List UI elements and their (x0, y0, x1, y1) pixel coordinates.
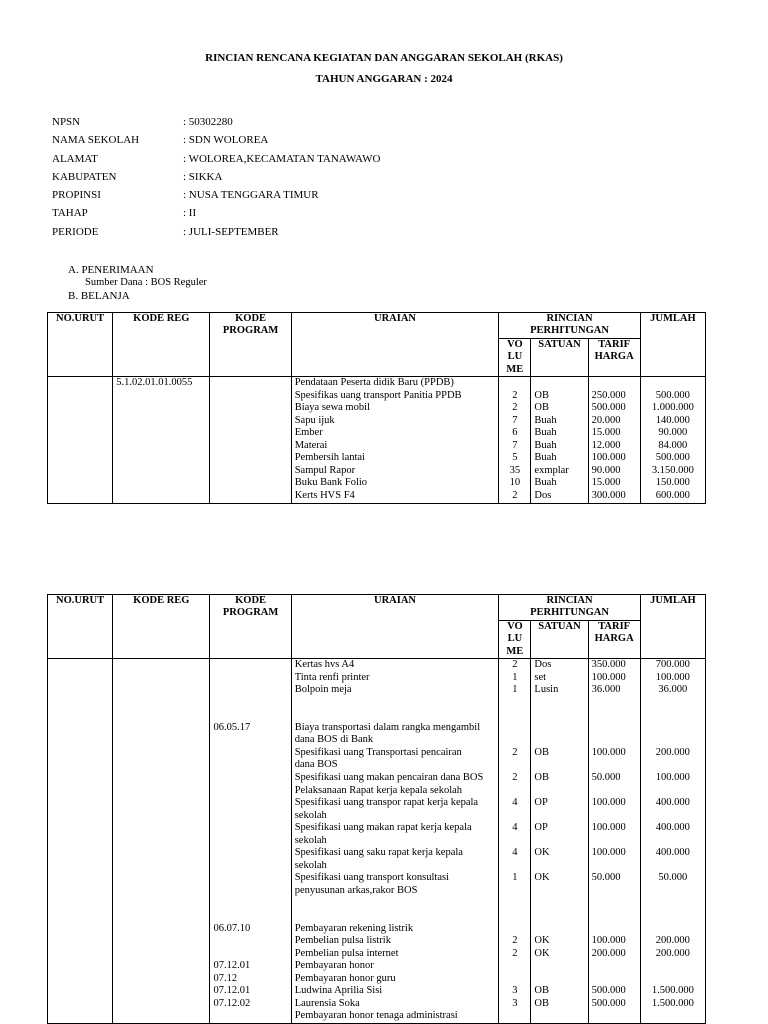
cell-line-uraian: Ember (294, 427, 323, 439)
info-value: : WOLOREA,KECAMATAN TANAWAWO (183, 152, 381, 165)
info-key: PROPINSI (52, 189, 101, 202)
cell-line-satuan (534, 835, 584, 848)
cell-line-tarif (592, 897, 637, 910)
cell-line-uraian: Materai (294, 439, 328, 451)
cell-line-uraian: Spesifikasi uang saku rapat kerja kepala (294, 847, 463, 859)
cell-line-jumlah: 600.000 (655, 489, 690, 501)
info-value: : II (183, 207, 197, 220)
cell-line-kode-program (213, 822, 287, 835)
header-satuan: SATUAN (531, 620, 588, 658)
cell-line-satuan: OB (534, 389, 549, 401)
cell-line-kode-program (213, 1010, 287, 1023)
header-kode-program: KODE PROGRAM (210, 313, 291, 377)
cell-line-volume: 1 (512, 872, 518, 884)
section-belanja: B. BELANJA (68, 290, 130, 302)
budget-table-1 (47, 312, 706, 504)
info-key: KABUPATEN (52, 170, 117, 183)
cell-line-satuan: exmplar (534, 464, 569, 476)
header-no-urut: NO.URUT (48, 595, 113, 659)
cell-line-tarif: 100.000 (591, 935, 626, 947)
cell-line-jumlah: 140.000 (655, 414, 690, 426)
cell-line-jumlah: 200.000 (655, 947, 690, 959)
cell-line-jumlah: 3.150.000 (651, 464, 694, 476)
cell-line-satuan (534, 785, 584, 798)
info-row (52, 207, 552, 225)
cell-line-volume: 7 (512, 439, 518, 451)
cell-line-satuan (534, 923, 584, 936)
cell-line-tarif (592, 722, 637, 735)
cell-line-tarif (592, 697, 637, 710)
cell-line-volume (502, 910, 527, 923)
info-row (52, 171, 552, 189)
cell-line-uraian: Spesifikas uang transport Panitia PPDB (294, 389, 462, 401)
cell-line-uraian: penyusunan arkas,rakor BOS (294, 884, 418, 896)
cell-line-tarif: 500.000 (591, 402, 626, 414)
cell-line-tarif (592, 860, 637, 873)
cell-line-kode-reg: 5.1.02.01.01.0055 (116, 377, 193, 389)
cell-line-jumlah (644, 1010, 702, 1023)
cell-line-jumlah: 400.000 (655, 822, 690, 834)
cell-line-jumlah (644, 910, 702, 923)
cell-line-satuan (534, 810, 584, 823)
cell-line-uraian: sekolah (294, 834, 327, 846)
cell-line-jumlah: 36.000 (658, 684, 688, 696)
cell-line-satuan: OK (534, 935, 550, 947)
info-value: : 50302280 (183, 116, 233, 128)
cell-line-tarif: 90.000 (591, 464, 621, 476)
cell-line-kode-program (213, 672, 287, 685)
cell-line-uraian: sekolah (294, 809, 327, 821)
cell-line-volume: 2 (512, 389, 518, 401)
cell-line-kode-program (213, 659, 287, 672)
cell-line-kode-program (213, 709, 287, 722)
cell-line-jumlah: 150.000 (655, 477, 690, 489)
cell-line-kode-program (213, 734, 287, 747)
cell-line-tarif (592, 960, 637, 973)
cell-kode-program (210, 659, 291, 1024)
cell-line-tarif (592, 973, 637, 986)
cell-line-volume: 4 (512, 847, 518, 859)
cell-kode-program (210, 377, 291, 503)
cell-line-volume: 2 (512, 659, 518, 671)
cell-line-satuan: Buah (534, 452, 557, 464)
cell-line-satuan (534, 897, 584, 910)
cell-line-jumlah: 1.500.000 (651, 985, 694, 997)
cell-line-volume: 3 (512, 997, 518, 1009)
cell-line-kode-program (213, 747, 287, 760)
cell-line-volume: 1 (512, 684, 518, 696)
cell-satuan (531, 377, 588, 503)
cell-line-satuan: OB (534, 985, 549, 997)
info-value: : SDN WOLOREA (183, 134, 269, 147)
cell-line-volume: 4 (512, 797, 518, 809)
cell-line-volume: 2 (512, 771, 518, 783)
cell-line-kode-program (213, 772, 287, 785)
cell-line-uraian: Pembersih lantai (294, 452, 365, 464)
cell-line-satuan: OB (534, 997, 549, 1009)
header-kode-reg: KODE REG (113, 313, 210, 377)
cell-line-kode-program: 07.12.01 (213, 985, 251, 997)
cell-line-uraian: Laurensia Soka (294, 997, 360, 1009)
cell-line-jumlah (644, 697, 702, 710)
info-row (52, 189, 552, 207)
cell-kode-reg (113, 659, 210, 1024)
cell-line-tarif (592, 759, 637, 772)
cell-line-uraian: Pembelian pulsa listrik (294, 935, 391, 947)
cell-line-kode-program (213, 860, 287, 873)
cell-line-kode-program: 07.12.02 (213, 997, 251, 1009)
cell-line-uraian: Pembayaran rekening listrik (294, 922, 414, 934)
cell-line-jumlah (644, 860, 702, 873)
cell-line-uraian: Biaya sewa mobil (294, 402, 370, 414)
cell-line-uraian: Kerts HVS F4 (294, 489, 355, 501)
cell-line-tarif (592, 734, 637, 747)
cell-line-tarif: 50.000 (591, 771, 621, 783)
cell-line-uraian: sekolah (294, 859, 327, 871)
header-tarif: TARIF HARGA (588, 338, 640, 376)
cell-line-uraian: Sapu ijuk (294, 414, 335, 426)
cell-line-volume: 2 (512, 746, 518, 758)
cell-line-volume (502, 722, 527, 735)
cell-jumlah (640, 377, 705, 503)
cell-line-volume (502, 810, 527, 823)
cell-line-satuan: OK (534, 947, 550, 959)
cell-line-volume: 1 (512, 671, 518, 683)
cell-line-jumlah (644, 885, 702, 898)
table-row (48, 659, 706, 1024)
info-row (52, 116, 552, 134)
cell-line-jumlah: 400.000 (655, 847, 690, 859)
cell-line-tarif: 100.000 (591, 822, 626, 834)
sumber-dana: Sumber Dana : BOS Reguler (85, 277, 207, 288)
cell-line-jumlah (644, 734, 702, 747)
cell-line-uraian: Pembayaran honor (294, 960, 374, 972)
cell-line-satuan (534, 722, 584, 735)
cell-line-uraian: Bolpoin meja (294, 684, 352, 696)
cell-line-uraian: Pembayaran honor tenaga administrasi (294, 1010, 458, 1022)
cell-line-uraian: Spesifikasi uang makan rapat kerja kepala (294, 822, 472, 834)
cell-line-kode-program: 06.05.17 (213, 721, 251, 733)
cell-line-volume (502, 923, 527, 936)
cell-line-volume (502, 709, 527, 722)
cell-line-tarif: 100.000 (591, 797, 626, 809)
cell-line-uraian: Spesifikasi uang makan pencairan dana BOS (294, 771, 484, 783)
cell-line-kode-program: 07.12.01 (213, 960, 251, 972)
cell-line-volume (502, 377, 527, 390)
cell-line-satuan: OK (534, 872, 550, 884)
cell-line-uraian: dana BOS di Bank (294, 734, 374, 746)
header-volume: VO LU ME (499, 338, 531, 376)
cell-line-volume (502, 860, 527, 873)
cell-line-satuan: Buah (534, 427, 557, 439)
cell-line-kode-program (213, 759, 287, 772)
cell-line-kode-program (213, 948, 287, 961)
header-satuan: SATUAN (531, 338, 588, 376)
info-row (52, 134, 552, 152)
school-info (52, 116, 552, 244)
cell-line-satuan: OP (534, 797, 548, 809)
cell-line-jumlah: 1.000.000 (651, 402, 694, 414)
header-uraian: URAIAN (291, 595, 499, 659)
cell-line-volume: 2 (512, 935, 518, 947)
info-key: TAHAP (52, 207, 88, 220)
info-value: : JULI-SEPTEMBER (183, 225, 279, 238)
cell-line-jumlah: 500.000 (655, 389, 690, 401)
cell-line-volume: 4 (512, 822, 518, 834)
cell-line-volume: 35 (509, 464, 521, 476)
cell-line-uraian: dana BOS (294, 759, 338, 771)
cell-line-satuan: Dos (534, 489, 552, 501)
cell-line-volume (502, 960, 527, 973)
cell-line-tarif (592, 885, 637, 898)
cell-line-jumlah: 700.000 (655, 659, 690, 671)
cell-line-jumlah (644, 759, 702, 772)
cell-line-tarif: 100.000 (591, 671, 626, 683)
cell-line-tarif (592, 923, 637, 936)
cell-no-urut (48, 659, 113, 1024)
document-subtitle: TAHUN ANGGARAN : 2024 (315, 73, 453, 85)
cell-line-jumlah (644, 835, 702, 848)
cell-satuan (531, 659, 588, 1024)
cell-line-satuan (534, 377, 584, 390)
cell-line-kode-program (213, 910, 287, 923)
header-uraian: URAIAN (291, 313, 499, 377)
cell-tarif (588, 659, 640, 1024)
cell-line-jumlah (644, 923, 702, 936)
cell-line-uraian (295, 697, 496, 710)
cell-line-satuan: OB (534, 402, 549, 414)
cell-line-satuan (534, 697, 584, 710)
document-title: RINCIAN RENCANA KEGIATAN DAN ANGGARAN SEKOLAH (RKAS) (205, 52, 563, 64)
cell-line-volume (502, 759, 527, 772)
cell-line-jumlah: 400.000 (655, 797, 690, 809)
cell-line-tarif (592, 910, 637, 923)
cell-jumlah (640, 659, 705, 1024)
cell-line-volume (502, 973, 527, 986)
cell-no-urut (48, 377, 113, 503)
cell-line-satuan (534, 860, 584, 873)
cell-line-satuan: Buah (534, 439, 557, 451)
header-kode-reg: KODE REG (113, 595, 210, 659)
cell-uraian (291, 377, 499, 503)
cell-line-tarif: 100.000 (591, 847, 626, 859)
cell-line-tarif: 100.000 (591, 452, 626, 464)
info-row (52, 226, 552, 244)
header-kode-program: KODE PROGRAM (210, 595, 291, 659)
cell-volume (499, 659, 531, 1024)
cell-line-kode-program (213, 885, 287, 898)
cell-line-satuan (534, 734, 584, 747)
cell-line-tarif (592, 810, 637, 823)
cell-line-volume (502, 697, 527, 710)
cell-line-uraian: Ludwina Aprilia Sisi (294, 985, 383, 997)
cell-line-tarif: 15.000 (591, 477, 621, 489)
cell-line-volume: 6 (512, 427, 518, 439)
cell-line-kode-program (213, 872, 287, 885)
cell-line-uraian: Spesifikasi uang Transportasi pencairan (294, 746, 462, 758)
cell-line-satuan: OB (534, 771, 549, 783)
cell-line-satuan: Lusin (534, 684, 559, 696)
cell-line-jumlah (644, 709, 702, 722)
cell-line-tarif (592, 835, 637, 848)
cell-line-jumlah (644, 897, 702, 910)
header-rincian: RINCIAN PERHITUNGAN (499, 313, 640, 339)
cell-line-tarif: 15.000 (591, 427, 621, 439)
cell-line-satuan (534, 910, 584, 923)
section-penerimaan: A. PENERIMAAN (68, 264, 154, 276)
cell-line-kode-program (213, 684, 287, 697)
cell-line-jumlah: 500.000 (655, 452, 690, 464)
budget-table-2 (47, 594, 706, 1024)
cell-line-tarif: 500.000 (591, 985, 626, 997)
info-row (52, 153, 552, 171)
info-key: PERIODE (52, 225, 99, 238)
cell-line-tarif: 100.000 (591, 746, 626, 758)
cell-line-jumlah (644, 973, 702, 986)
cell-line-tarif (592, 785, 637, 798)
cell-kode-reg (113, 377, 210, 503)
cell-line-tarif (592, 377, 637, 390)
cell-line-volume (502, 734, 527, 747)
cell-line-uraian: Pembayaran honor guru (294, 972, 396, 984)
cell-line-satuan: Dos (534, 659, 552, 671)
cell-line-satuan: set (534, 671, 547, 683)
cell-line-jumlah: 100.000 (655, 771, 690, 783)
cell-line-uraian (295, 910, 496, 923)
cell-line-volume: 2 (512, 402, 518, 414)
cell-line-volume (502, 1010, 527, 1023)
info-value: : NUSA TENGGARA TIMUR (183, 189, 319, 202)
cell-line-jumlah (644, 810, 702, 823)
cell-line-satuan (534, 973, 584, 986)
cell-line-satuan: Buah (534, 414, 557, 426)
cell-uraian (291, 659, 499, 1024)
cell-line-jumlah (644, 785, 702, 798)
cell-line-kode-program (213, 897, 287, 910)
cell-line-volume (502, 785, 527, 798)
cell-line-jumlah: 1.500.000 (651, 997, 694, 1009)
cell-line-kode-program (213, 935, 287, 948)
cell-line-volume: 10 (509, 477, 521, 489)
cell-line-uraian: Pelaksanaan Rapat kerja kepala sekolah (294, 784, 463, 796)
cell-line-jumlah (644, 960, 702, 973)
cell-line-uraian (295, 897, 496, 910)
cell-line-jumlah (644, 377, 702, 390)
cell-line-jumlah: 200.000 (655, 935, 690, 947)
header-tarif: TARIF HARGA (588, 620, 640, 658)
cell-line-satuan: OP (534, 822, 548, 834)
cell-line-kode-program: 07.12 (213, 972, 238, 984)
cell-line-tarif: 300.000 (591, 489, 626, 501)
cell-line-volume: 3 (512, 985, 518, 997)
cell-line-uraian: Buku Bank Folio (294, 477, 368, 489)
cell-line-tarif: 200.000 (591, 947, 626, 959)
cell-tarif (588, 377, 640, 503)
header-rincian: RINCIAN PERHITUNGAN (499, 595, 640, 621)
cell-volume (499, 377, 531, 503)
cell-line-uraian: Spesifikasi uang transpor rapat kerja kepala (294, 797, 479, 809)
cell-line-jumlah (644, 722, 702, 735)
cell-line-kode-program (213, 835, 287, 848)
cell-line-uraian: Kertas hvs A4 (294, 659, 355, 671)
header-jumlah: JUMLAH (640, 313, 705, 377)
cell-line-volume: 7 (512, 414, 518, 426)
cell-line-uraian: Pendataan Peserta didik Baru (PPDB) (294, 377, 454, 389)
info-key: NAMA SEKOLAH (52, 134, 140, 147)
cell-line-tarif: 350.000 (591, 659, 626, 671)
info-value: : SIKKA (183, 170, 223, 183)
cell-line-jumlah: 50.000 (658, 872, 688, 884)
cell-line-tarif (592, 709, 637, 722)
cell-line-tarif: 12.000 (591, 439, 621, 451)
cell-line-uraian: Biaya transportasi dalam rangka mengambil (294, 721, 481, 733)
cell-line-satuan (534, 960, 584, 973)
cell-line-volume (502, 885, 527, 898)
info-key: NPSN (52, 116, 81, 128)
cell-line-uraian: Sampul Rapor (294, 464, 356, 476)
cell-line-uraian: Pembelian pulsa internet (294, 947, 399, 959)
cell-line-tarif: 36.000 (591, 684, 621, 696)
cell-line-kode-program (213, 697, 287, 710)
cell-line-uraian (295, 709, 496, 722)
cell-line-satuan: OB (534, 746, 549, 758)
cell-line-satuan: Buah (534, 477, 557, 489)
cell-line-kode-program (213, 847, 287, 860)
cell-line-kode-program (213, 785, 287, 798)
cell-line-jumlah: 200.000 (655, 746, 690, 758)
header-no-urut: NO.URUT (48, 313, 113, 377)
cell-line-kode-program (213, 810, 287, 823)
cell-line-satuan: OK (534, 847, 550, 859)
cell-line-kode-program: 06.07.10 (213, 922, 251, 934)
cell-line-tarif: 500.000 (591, 997, 626, 1009)
cell-line-volume: 2 (512, 489, 518, 501)
cell-line-satuan (534, 709, 584, 722)
cell-line-uraian: Spesifikasi uang transport konsultasi (294, 872, 449, 884)
cell-line-jumlah: 84.000 (658, 439, 688, 451)
table-row (48, 377, 706, 503)
cell-line-satuan (534, 1010, 584, 1023)
cell-line-jumlah: 90.000 (658, 427, 688, 439)
cell-line-volume (502, 835, 527, 848)
cell-line-jumlah: 100.000 (655, 671, 690, 683)
cell-line-volume (502, 897, 527, 910)
cell-line-tarif: 250.000 (591, 389, 626, 401)
cell-line-volume: 5 (512, 452, 518, 464)
header-jumlah: JUMLAH (640, 595, 705, 659)
header-volume: VO LU ME (499, 620, 531, 658)
cell-line-tarif: 20.000 (591, 414, 621, 426)
cell-line-satuan (534, 759, 584, 772)
info-key: ALAMAT (52, 152, 98, 165)
cell-line-kode-program (213, 797, 287, 810)
cell-line-volume: 2 (512, 947, 518, 959)
cell-line-tarif (592, 1010, 637, 1023)
cell-line-tarif: 50.000 (591, 872, 621, 884)
cell-line-satuan (534, 885, 584, 898)
cell-line-uraian: Tinta renfi printer (294, 671, 370, 683)
